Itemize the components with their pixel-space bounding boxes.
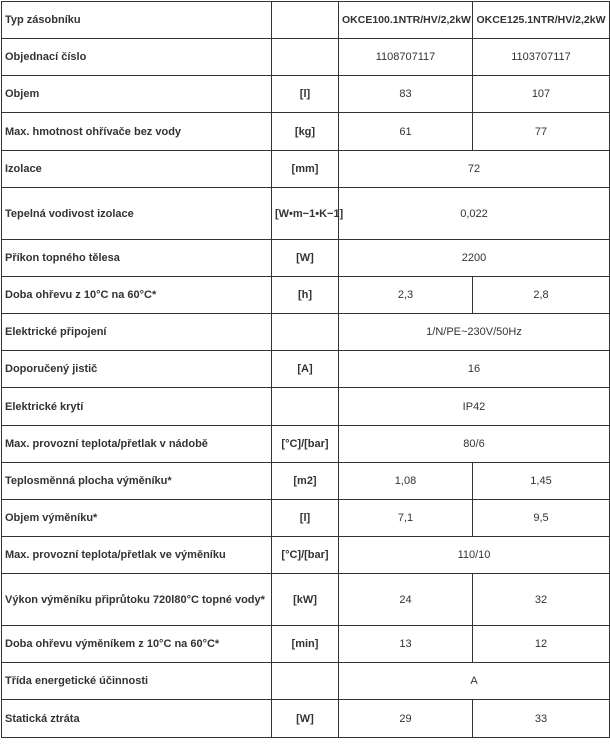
table-row bbox=[2, 537, 610, 574]
row-label: Teplosměnná plocha výměníku* bbox=[2, 463, 272, 500]
row-value-model-1: 24 bbox=[339, 574, 473, 626]
row-value-model-2: 2,8 bbox=[473, 277, 610, 314]
row-label: Objem bbox=[2, 76, 272, 113]
row-value-shared: 80/6 bbox=[339, 426, 610, 463]
row-unit: [°C]/[bar] bbox=[272, 537, 339, 574]
table-row bbox=[2, 388, 610, 426]
row-label: Elektrické připojení bbox=[2, 314, 272, 351]
row-value-model-2: 107 bbox=[473, 76, 610, 113]
table-row bbox=[2, 277, 610, 314]
row-label: Statická ztráta bbox=[2, 700, 272, 738]
header-unit-cell bbox=[272, 2, 339, 39]
row-unit: [A] bbox=[272, 351, 339, 388]
row-unit: [l] bbox=[272, 76, 339, 113]
table-row bbox=[2, 463, 610, 500]
specs-table-body bbox=[2, 2, 610, 738]
row-value-shared: 1/N/PE~230V/50Hz bbox=[339, 314, 610, 351]
row-unit: [min] bbox=[272, 626, 339, 663]
row-label: Objem výměníku* bbox=[2, 500, 272, 537]
row-value-model-1: 61 bbox=[339, 113, 473, 151]
row-label: Výkon výměníku připrůtoku 720l80°C topné vody* bbox=[2, 574, 272, 626]
row-unit bbox=[272, 314, 339, 351]
row-value-model-1: 7,1 bbox=[339, 500, 473, 537]
row-value-model-1: 1108707117 bbox=[339, 39, 473, 76]
table-row bbox=[2, 39, 610, 76]
row-value-shared: A bbox=[339, 663, 610, 700]
row-unit: [°C]/[bar] bbox=[272, 426, 339, 463]
row-label: Doporučený jistič bbox=[2, 351, 272, 388]
table-row bbox=[2, 351, 610, 388]
row-value-shared: 2200 bbox=[339, 240, 610, 277]
row-unit: [W•m−1•K−1] bbox=[272, 188, 339, 240]
row-value-model-1: 13 bbox=[339, 626, 473, 663]
row-value-model-2: 9,5 bbox=[473, 500, 610, 537]
row-value-model-1: 29 bbox=[339, 700, 473, 738]
row-label: Doba ohřevu z 10°C na 60°C* bbox=[2, 277, 272, 314]
row-unit: [h] bbox=[272, 277, 339, 314]
row-unit: [kW] bbox=[272, 574, 339, 626]
row-label: Příkon topného tělesa bbox=[2, 240, 272, 277]
row-label: Doba ohřevu výměníkem z 10°C na 60°C* bbox=[2, 626, 272, 663]
row-value-model-1: 83 bbox=[339, 76, 473, 113]
row-label: Max. provozní teplota/přetlak v nádobě bbox=[2, 426, 272, 463]
header-type-label: Typ zásobníku bbox=[2, 2, 272, 39]
table-row bbox=[2, 188, 610, 240]
row-value-shared: IP42 bbox=[339, 388, 610, 426]
row-value-model-1: 2,3 bbox=[339, 277, 473, 314]
row-value-shared: 72 bbox=[339, 151, 610, 188]
header-model-2: OKCE125.1NTR/HV/2,2kW bbox=[473, 2, 610, 39]
row-value-model-2: 33 bbox=[473, 700, 610, 738]
row-value-shared: 110/10 bbox=[339, 537, 610, 574]
row-unit: [m2] bbox=[272, 463, 339, 500]
row-unit: [W] bbox=[272, 700, 339, 738]
table-row bbox=[2, 626, 610, 663]
table-row bbox=[2, 426, 610, 463]
table-row bbox=[2, 76, 610, 113]
row-value-shared: 0,022 bbox=[339, 188, 610, 240]
table-row bbox=[2, 151, 610, 188]
table-row bbox=[2, 314, 610, 351]
table-row bbox=[2, 113, 610, 151]
row-value-model-2: 77 bbox=[473, 113, 610, 151]
row-label: Objednací číslo bbox=[2, 39, 272, 76]
table-row bbox=[2, 240, 610, 277]
header-model-1: OKCE100.1NTR/HV/2,2kW bbox=[339, 2, 473, 39]
specs-table bbox=[1, 1, 610, 738]
row-value-model-2: 1103707117 bbox=[473, 39, 610, 76]
row-label: Elektrické krytí bbox=[2, 388, 272, 426]
row-unit: [mm] bbox=[272, 151, 339, 188]
row-label: Izolace bbox=[2, 151, 272, 188]
row-value-model-2: 32 bbox=[473, 574, 610, 626]
row-unit bbox=[272, 663, 339, 700]
row-value-model-1: 1,08 bbox=[339, 463, 473, 500]
row-label: Max. provozní teplota/přetlak ve výměníku bbox=[2, 537, 272, 574]
table-row bbox=[2, 663, 610, 700]
row-unit: [W] bbox=[272, 240, 339, 277]
row-unit: [l] bbox=[272, 500, 339, 537]
row-unit: [kg] bbox=[272, 113, 339, 151]
row-value-model-2: 12 bbox=[473, 626, 610, 663]
row-label: Třída energetické účinnosti bbox=[2, 663, 272, 700]
table-row bbox=[2, 574, 610, 626]
table-row bbox=[2, 700, 610, 738]
table-row bbox=[2, 500, 610, 537]
row-label: Max. hmotnost ohřívače bez vody bbox=[2, 113, 272, 151]
table-header-row bbox=[2, 2, 610, 39]
row-unit bbox=[272, 388, 339, 426]
row-unit bbox=[272, 39, 339, 76]
row-value-shared: 16 bbox=[339, 351, 610, 388]
row-value-model-2: 1,45 bbox=[473, 463, 610, 500]
row-label: Tepelná vodivost izolace bbox=[2, 188, 272, 240]
